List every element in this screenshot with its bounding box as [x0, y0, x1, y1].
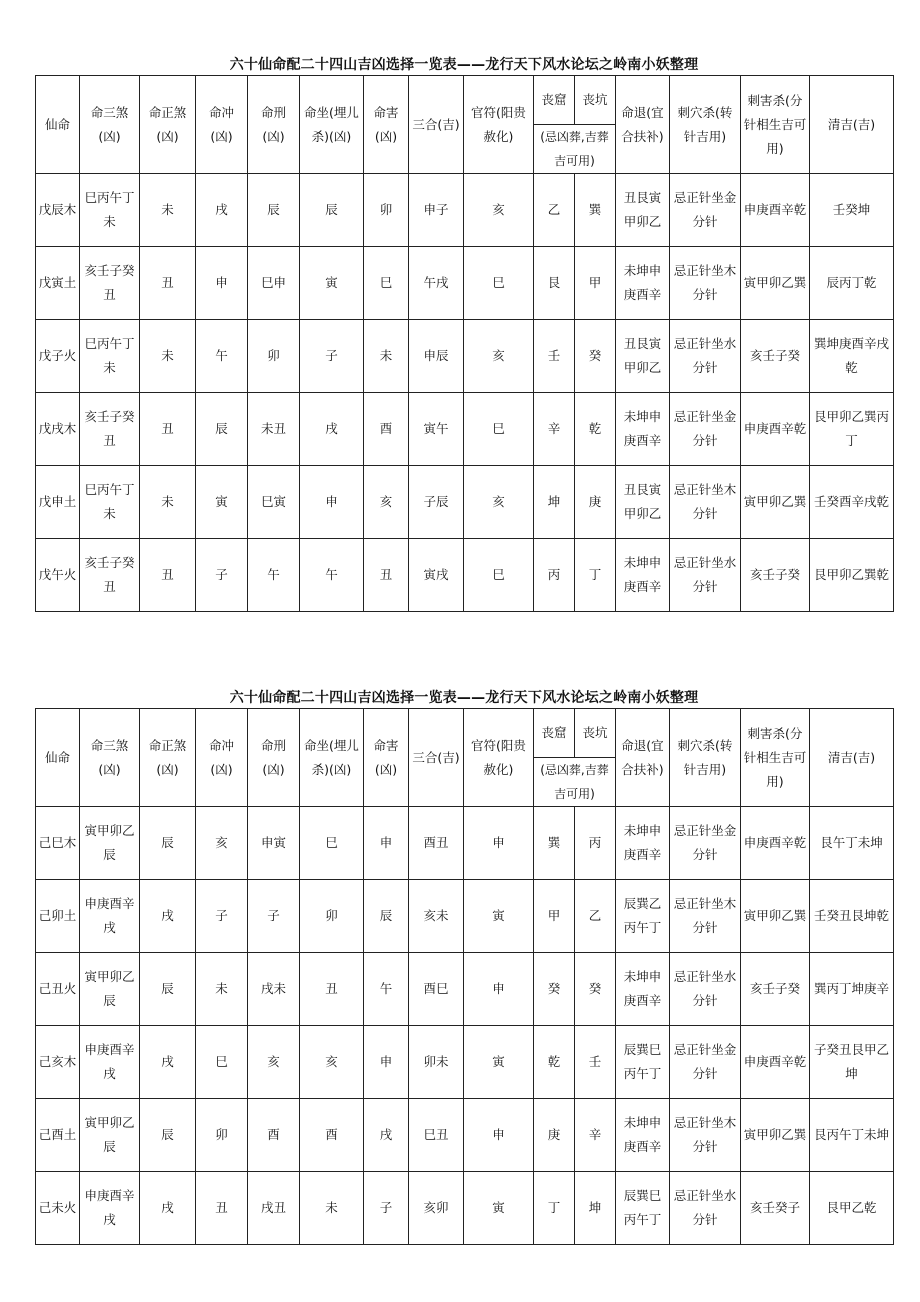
header-sang-note: (忌凶葬,吉葬吉可用)	[534, 125, 616, 174]
cell-hai: 卯	[364, 174, 409, 247]
cell-zuo: 辰	[300, 174, 364, 247]
cell-hai: 辰	[364, 880, 409, 953]
cell-sansha: 寅甲卯乙辰	[80, 807, 140, 880]
cell-sanhe: 申子	[409, 174, 464, 247]
cell-guanfu: 寅	[464, 1026, 534, 1099]
cell-qingji: 艮甲乙乾	[810, 1172, 894, 1245]
cell-hai: 申	[364, 1026, 409, 1099]
header-sangkeng: 丧坑	[575, 709, 616, 758]
cell-cihai: 亥壬癸子	[741, 1172, 810, 1245]
cell-xing: 戌丑	[248, 1172, 300, 1245]
cell-sansha: 申庚酉辛戌	[80, 1026, 140, 1099]
cell-cixue: 忌正针坐水分针	[670, 539, 741, 612]
header-zhengsha: 命正煞(凶)	[140, 76, 196, 174]
cell-sangku: 癸	[534, 953, 575, 1026]
cell-qingji: 艮甲卯乙巽乾	[810, 539, 894, 612]
cell-zuo: 酉	[300, 1099, 364, 1172]
cell-sangku: 壬	[534, 320, 575, 393]
cell-sanhe: 午戌	[409, 247, 464, 320]
cell-xianming: 己巳木	[36, 807, 80, 880]
cell-guanfu: 亥	[464, 320, 534, 393]
table-row	[36, 393, 894, 466]
table-title: 六十仙命配二十四山吉凶选择一览表——龙行天下风水论坛之岭南小妖整理	[229, 690, 699, 706]
cell-cixue: 忌正针坐木分针	[670, 466, 741, 539]
cell-xing: 亥	[248, 1026, 300, 1099]
cell-xing: 酉	[248, 1099, 300, 1172]
header-zuo: 命坐(埋儿杀)(凶)	[300, 76, 364, 174]
cell-chong: 寅	[196, 466, 248, 539]
cell-sangku: 甲	[534, 880, 575, 953]
table-row	[36, 466, 894, 539]
cell-sangkeng: 辛	[575, 1099, 616, 1172]
cell-cixue: 忌正针坐水分针	[670, 320, 741, 393]
table-row	[36, 320, 894, 393]
cell-sanhe: 亥卯	[409, 1172, 464, 1245]
cell-xianming: 己未火	[36, 1172, 80, 1245]
header-sang-note: (忌凶葬,吉葬吉可用)	[534, 758, 616, 807]
cell-cihai: 亥壬子癸	[741, 953, 810, 1026]
header-sangku: 丧窟	[534, 76, 575, 125]
header-xianming: 仙命	[36, 709, 80, 807]
cell-tui: 丑艮寅甲卯乙	[616, 174, 670, 247]
header-tui: 命退(宜合扶补)	[616, 76, 670, 174]
cell-guanfu: 亥	[464, 466, 534, 539]
cell-sangku: 丁	[534, 1172, 575, 1245]
cell-tui: 未坤申庚酉辛	[616, 393, 670, 466]
cell-cihai: 亥壬子癸	[741, 539, 810, 612]
cell-sanhe: 寅戌	[409, 539, 464, 612]
cell-hai: 酉	[364, 393, 409, 466]
cell-zuo: 亥	[300, 1026, 364, 1099]
header-tui: 命退(宜合扶补)	[616, 709, 670, 807]
cell-zuo: 卯	[300, 880, 364, 953]
cell-zuo: 午	[300, 539, 364, 612]
cell-guanfu: 申	[464, 1099, 534, 1172]
cell-zhengsha: 未	[140, 320, 196, 393]
cell-guanfu: 申	[464, 807, 534, 880]
cell-chong: 亥	[196, 807, 248, 880]
cell-cixue: 忌正针坐水分针	[670, 1172, 741, 1245]
cell-hai: 午	[364, 953, 409, 1026]
header-row	[36, 709, 894, 758]
cell-guanfu: 亥	[464, 174, 534, 247]
cell-zhengsha: 戌	[140, 1172, 196, 1245]
table-row	[36, 953, 894, 1026]
cell-chong: 丑	[196, 1172, 248, 1245]
cell-xing: 子	[248, 880, 300, 953]
table-block-2	[35, 688, 893, 1245]
header-guanfu: 官符(阳贵赦化)	[464, 76, 534, 174]
header-hai: 命害(凶)	[364, 709, 409, 807]
cell-tui: 未坤申庚酉辛	[616, 247, 670, 320]
header-qingji: 清吉(吉)	[810, 76, 894, 174]
cell-sangkeng: 丙	[575, 807, 616, 880]
cell-sansha: 巳丙午丁未	[80, 320, 140, 393]
cell-zuo: 申	[300, 466, 364, 539]
cell-cihai: 寅甲卯乙巽	[741, 880, 810, 953]
cell-xianming: 戊申土	[36, 466, 80, 539]
header-chong: 命冲(凶)	[196, 709, 248, 807]
cell-sangkeng: 乙	[575, 880, 616, 953]
table-row	[36, 880, 894, 953]
cell-sangku: 艮	[534, 247, 575, 320]
cell-xianming: 己卯土	[36, 880, 80, 953]
cell-cixue: 忌正针坐金分针	[670, 807, 741, 880]
cell-sanhe: 寅午	[409, 393, 464, 466]
header-zuo: 命坐(埋儿杀)(凶)	[300, 709, 364, 807]
cell-sanhe: 子辰	[409, 466, 464, 539]
cell-xing: 申寅	[248, 807, 300, 880]
cell-xing: 巳寅	[248, 466, 300, 539]
header-chong: 命冲(凶)	[196, 76, 248, 174]
cell-chong: 申	[196, 247, 248, 320]
cell-sansha: 亥壬子癸丑	[80, 539, 140, 612]
cell-zhengsha: 未	[140, 466, 196, 539]
header-guanfu: 官符(阳贵赦化)	[464, 709, 534, 807]
cell-qingji: 子癸丑艮甲乙坤	[810, 1026, 894, 1099]
cell-sangku: 巽	[534, 807, 575, 880]
cell-sangku: 辛	[534, 393, 575, 466]
cell-sansha: 申庚酉辛戌	[80, 1172, 140, 1245]
cell-sangkeng: 坤	[575, 1172, 616, 1245]
cell-hai: 巳	[364, 247, 409, 320]
table-row	[36, 1026, 894, 1099]
cell-xianming: 戊辰木	[36, 174, 80, 247]
cell-xianming: 戊寅土	[36, 247, 80, 320]
cell-sansha: 寅甲卯乙辰	[80, 953, 140, 1026]
cell-tui: 辰巽乙丙午丁	[616, 880, 670, 953]
cell-xianming: 戊戌木	[36, 393, 80, 466]
cell-cixue: 忌正针坐水分针	[670, 953, 741, 1026]
cell-hai: 戌	[364, 1099, 409, 1172]
cell-qingji: 巽丙丁坤庚辛	[810, 953, 894, 1026]
cell-cixue: 忌正针坐木分针	[670, 1099, 741, 1172]
cell-qingji: 艮午丁未坤	[810, 807, 894, 880]
header-xing: 命刑(凶)	[248, 76, 300, 174]
cell-zhengsha: 丑	[140, 393, 196, 466]
cell-tui: 未坤申庚酉辛	[616, 539, 670, 612]
cell-cihai: 申庚酉辛乾	[741, 1026, 810, 1099]
cell-hai: 亥	[364, 466, 409, 539]
table-row	[36, 1099, 894, 1172]
cell-cixue: 忌正针坐金分针	[670, 393, 741, 466]
cell-cihai: 亥壬子癸	[741, 320, 810, 393]
cell-guanfu: 巳	[464, 539, 534, 612]
cell-cixue: 忌正针坐金分针	[670, 174, 741, 247]
cell-xianming: 己亥木	[36, 1026, 80, 1099]
cell-sangkeng: 乾	[575, 393, 616, 466]
header-cixue: 刺穴杀(转针吉用)	[670, 709, 741, 807]
cell-sansha: 寅甲卯乙辰	[80, 1099, 140, 1172]
header-sanhe: 三合(吉)	[409, 76, 464, 174]
cell-qingji: 巽坤庚酉辛戌乾	[810, 320, 894, 393]
cell-chong: 子	[196, 539, 248, 612]
cell-cihai: 申庚酉辛乾	[741, 174, 810, 247]
cell-sansha: 巳丙午丁未	[80, 174, 140, 247]
cell-hai: 未	[364, 320, 409, 393]
cell-sangkeng: 甲	[575, 247, 616, 320]
cell-guanfu: 寅	[464, 1172, 534, 1245]
cell-zhengsha: 戌	[140, 1026, 196, 1099]
cell-zhengsha: 辰	[140, 953, 196, 1026]
cell-zhengsha: 辰	[140, 1099, 196, 1172]
cell-qingji: 辰丙丁乾	[810, 247, 894, 320]
cell-sansha: 申庚酉辛戌	[80, 880, 140, 953]
cell-guanfu: 巳	[464, 247, 534, 320]
cell-sangku: 丙	[534, 539, 575, 612]
table-row	[36, 174, 894, 247]
cell-guanfu: 申	[464, 953, 534, 1026]
header-xing: 命刑(凶)	[248, 709, 300, 807]
cell-cixue: 忌正针坐金分针	[670, 1026, 741, 1099]
header-cihai: 刺害杀(分针相生吉可用)	[741, 709, 810, 807]
cell-sanhe: 卯未	[409, 1026, 464, 1099]
cell-qingji: 艮丙午丁未坤	[810, 1099, 894, 1172]
cell-xianming: 戊午火	[36, 539, 80, 612]
cell-sangku: 乙	[534, 174, 575, 247]
cell-chong: 巳	[196, 1026, 248, 1099]
auspicious-table	[35, 75, 894, 612]
header-sansha: 命三煞(凶)	[80, 709, 140, 807]
cell-sangkeng: 庚	[575, 466, 616, 539]
cell-sanhe: 申辰	[409, 320, 464, 393]
cell-xing: 巳申	[248, 247, 300, 320]
cell-hai: 子	[364, 1172, 409, 1245]
header-sangkeng: 丧坑	[575, 76, 616, 125]
header-qingji: 清吉(吉)	[810, 709, 894, 807]
cell-qingji: 壬癸丑艮坤乾	[810, 880, 894, 953]
cell-zhengsha: 戌	[140, 880, 196, 953]
header-cixue: 刺穴杀(转针吉用)	[670, 76, 741, 174]
cell-sanhe: 酉丑	[409, 807, 464, 880]
cell-sangku: 坤	[534, 466, 575, 539]
cell-zuo: 戌	[300, 393, 364, 466]
auspicious-table	[35, 708, 894, 1245]
cell-zuo: 子	[300, 320, 364, 393]
cell-chong: 子	[196, 880, 248, 953]
cell-hai: 丑	[364, 539, 409, 612]
cell-tui: 丑艮寅甲卯乙	[616, 320, 670, 393]
cell-cihai: 申庚酉辛乾	[741, 807, 810, 880]
cell-cixue: 忌正针坐木分针	[670, 880, 741, 953]
cell-sanhe: 巳丑	[409, 1099, 464, 1172]
header-hai: 命害(凶)	[364, 76, 409, 174]
cell-xianming: 己丑火	[36, 953, 80, 1026]
cell-tui: 未坤申庚酉辛	[616, 807, 670, 880]
header-row	[36, 76, 894, 125]
header-sansha: 命三煞(凶)	[80, 76, 140, 174]
cell-sangkeng: 癸	[575, 953, 616, 1026]
cell-cihai: 寅甲卯乙巽	[741, 1099, 810, 1172]
table-block-1	[35, 55, 893, 612]
cell-xing: 戌未	[248, 953, 300, 1026]
cell-qingji: 壬癸酉辛戌乾	[810, 466, 894, 539]
cell-zuo: 寅	[300, 247, 364, 320]
cell-xianming: 己酉土	[36, 1099, 80, 1172]
header-cihai: 刺害杀(分针相生吉可用)	[741, 76, 810, 174]
cell-tui: 未坤申庚酉辛	[616, 953, 670, 1026]
table-row	[36, 247, 894, 320]
cell-tui: 未坤申庚酉辛	[616, 1099, 670, 1172]
cell-xing: 辰	[248, 174, 300, 247]
cell-cihai: 寅甲卯乙巽	[741, 247, 810, 320]
cell-sangkeng: 巽	[575, 174, 616, 247]
cell-chong: 戌	[196, 174, 248, 247]
cell-xing: 卯	[248, 320, 300, 393]
cell-guanfu: 寅	[464, 880, 534, 953]
cell-cihai: 寅甲卯乙巽	[741, 466, 810, 539]
cell-sangku: 庚	[534, 1099, 575, 1172]
cell-xing: 未丑	[248, 393, 300, 466]
cell-qingji: 壬癸坤	[810, 174, 894, 247]
cell-hai: 申	[364, 807, 409, 880]
cell-zhengsha: 丑	[140, 539, 196, 612]
cell-sansha: 亥壬子癸丑	[80, 393, 140, 466]
cell-sanhe: 酉巳	[409, 953, 464, 1026]
cell-sansha: 巳丙午丁未	[80, 466, 140, 539]
cell-zuo: 丑	[300, 953, 364, 1026]
cell-qingji: 艮甲卯乙巽丙丁	[810, 393, 894, 466]
cell-sansha: 亥壬子癸丑	[80, 247, 140, 320]
cell-chong: 卯	[196, 1099, 248, 1172]
cell-cihai: 申庚酉辛乾	[741, 393, 810, 466]
cell-zhengsha: 丑	[140, 247, 196, 320]
header-zhengsha: 命正煞(凶)	[140, 709, 196, 807]
table-row	[36, 1172, 894, 1245]
cell-sangkeng: 壬	[575, 1026, 616, 1099]
cell-guanfu: 巳	[464, 393, 534, 466]
cell-zuo: 未	[300, 1172, 364, 1245]
cell-sangkeng: 癸	[575, 320, 616, 393]
table-row	[36, 807, 894, 880]
table-row	[36, 539, 894, 612]
cell-sangkeng: 丁	[575, 539, 616, 612]
cell-xing: 午	[248, 539, 300, 612]
cell-zhengsha: 未	[140, 174, 196, 247]
cell-zhengsha: 辰	[140, 807, 196, 880]
cell-chong: 辰	[196, 393, 248, 466]
cell-sanhe: 亥未	[409, 880, 464, 953]
cell-tui: 辰巽巳丙午丁	[616, 1026, 670, 1099]
cell-tui: 丑艮寅甲卯乙	[616, 466, 670, 539]
header-sanhe: 三合(吉)	[409, 709, 464, 807]
header-sangku: 丧窟	[534, 709, 575, 758]
cell-zuo: 巳	[300, 807, 364, 880]
table-title: 六十仙命配二十四山吉凶选择一览表——龙行天下风水论坛之岭南小妖整理	[229, 57, 699, 73]
cell-cixue: 忌正针坐木分针	[670, 247, 741, 320]
cell-tui: 辰巽巳丙午丁	[616, 1172, 670, 1245]
cell-chong: 午	[196, 320, 248, 393]
cell-chong: 未	[196, 953, 248, 1026]
header-xianming: 仙命	[36, 76, 80, 174]
cell-xianming: 戊子火	[36, 320, 80, 393]
cell-sangku: 乾	[534, 1026, 575, 1099]
